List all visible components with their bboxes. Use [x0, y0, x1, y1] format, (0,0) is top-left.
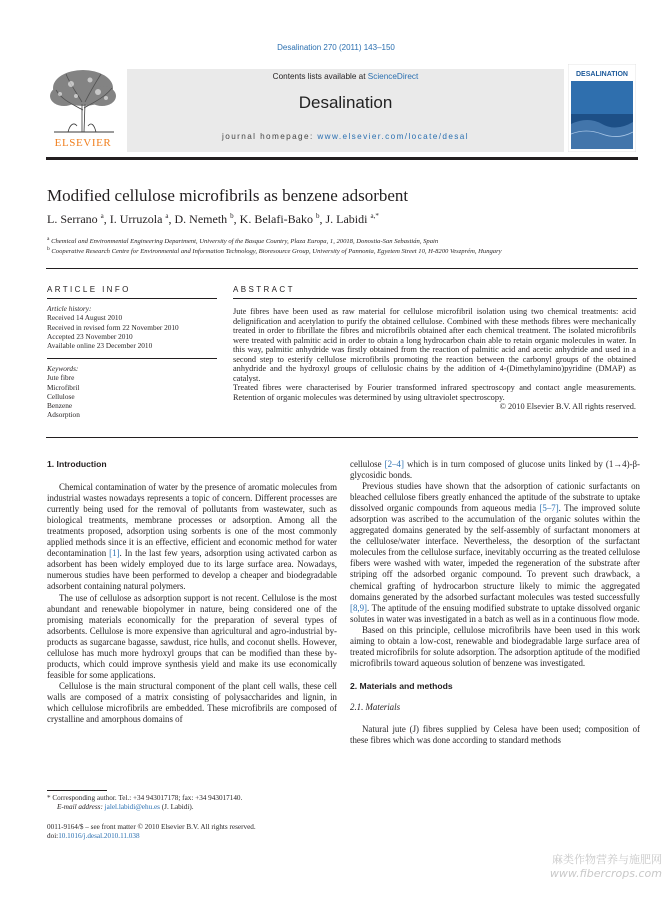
section-heading: 1. Introduction — [47, 459, 107, 469]
page-footer: 0011-9164/$ – see front matter © 2010 Elsevier B.V. All rights reserved. doi:10.1016/j.desal.2010.11.038 — [47, 823, 256, 841]
keyword: Cellulose — [47, 391, 75, 401]
paragraph: Cellulose is the main structural component of the plant cell walls, these cell walls are composed of a matrix consisting of polysaccharides and lignin, in which cellulose microfibrils are embedded. These microfibrils are composed of crystalline and amorphous domains of — [47, 680, 337, 725]
keyword: Microfibril — [47, 382, 80, 392]
journal-homepage: journal homepage: www.elsevier.com/locate/desal — [222, 132, 469, 141]
article-history: Article history: Received 14 August 2010 Received in revised form 22 November 2010 Accepted 23 November 2010 Available online 23 December 2010 — [47, 304, 179, 351]
journal-citation[interactable]: Desalination 270 (2011) 143–150 — [277, 43, 395, 52]
citation-link[interactable]: [1] — [109, 548, 120, 559]
email-link[interactable]: jalel.labidi@ehu.es — [104, 803, 160, 811]
right-column — [350, 459, 640, 746]
svg-text:ELSEVIER: ELSEVIER — [54, 137, 112, 149]
tree-logo-icon — [46, 66, 121, 152]
divider — [233, 298, 637, 299]
paragraph: The use of cellulose as adsorption support is not recent. Cellulose is the most abundant and renewable biopolymer in nature, being considered one of the promising materials economically for the preparation of several types of adsorbents. Cellulose is more expensive than agricultural and agro-industrial by-products as sugarcane bagasse, sawdust, rice hulls, and coconut shells. However, cellulose has much more hydroxyl groups that can be modified than these by-products, which could improve synthesis yield and make its use economically feasible for some applications. — [47, 592, 337, 680]
divider — [46, 268, 638, 269]
header-rule — [46, 157, 638, 160]
journal-title: Desalination — [298, 93, 393, 112]
left-column — [47, 459, 337, 725]
author-name[interactable]: I. Urruzola — [109, 212, 163, 226]
keyword: Adsorption — [47, 410, 80, 420]
paragraph: Previous studies have shown that the adsorption of cationic surfactants on bleached cellulose fibers greatly enhanced the aptitude of the substrate to uptake dissolved organic compounds from aqueous media [5–7]. The improved solute adsorption was ascribed to the accumulation of the organic solutes within the aggregated domains generated by the self-assembly of surfactant monomers at the cellulose/water interface. Nevertheless, the desorption of the surfactant molecules from the cellulose surface, inevitably occurring as the treated cellulose fibers were washed with water, impeded the regeneration of the substrate after striping off the adsorbed organic compound. To prevent such drawback, a chemical grafting of hydrocarbon structure likely to mimic the aggregated domains generated by the adsorbed surfactant molecules was tested successfully [8,9]. The aptitude of the ensuing modified substrate to uptake dissolved organic solutes in water was investigated in a batch as well as in a continuous flow mode. — [350, 481, 640, 624]
author-name[interactable]: J. Labidi — [325, 212, 368, 226]
citation-link[interactable]: [8,9] — [350, 602, 368, 613]
keyword: Jute fibre — [47, 373, 75, 383]
paragraph: cellulose [2–4] which is in turn composed of glucose units linked by (1→4)-β-glycosidic bonds. — [350, 459, 640, 481]
keywords: Keywords: Jute fibre Microfibril Cellulose Benzene Adsorption — [47, 364, 217, 420]
keyword: Benzene — [47, 401, 73, 411]
author-list: L. Serrano $^a$, I. Urruzola $^a$, D. Nemeth $^b$, K. Belafi-Bako $^b$, J. Labidi $^{a,*}$ — [47, 212, 379, 226]
author-name[interactable]: K. Belafi-Bako — [239, 212, 313, 226]
corresponding-author-footnote: * Corresponding author. Tel.: +34 943017178; fax: +34 943017140. E-mail address: jalel.labidi@ehu.es (J. Labidi). — [47, 794, 243, 811]
sciencedirect-link[interactable]: ScienceDirect — [367, 72, 419, 81]
divider — [47, 298, 217, 299]
svg-text:DESALINATION: DESALINATION — [576, 71, 628, 78]
footnote-rule — [47, 790, 107, 791]
citation-link[interactable]: [5–7] — [539, 503, 559, 514]
paragraph: Based on this principle, cellulose microfibrils have been used in this work aiming to obtain a low-cost, renewable and biodegradable large surface area of treated microfibrils for solute adsorption. The adsorption aptitude of the modified microfibrils toward aqueous solution of benzene was investigated. — [350, 624, 640, 668]
author-name[interactable]: D. Nemeth — [174, 212, 228, 226]
paragraph: Natural jute (J) fibres supplied by Celesa have been used; composition of these fibres which was done according to standard methods — [350, 723, 640, 746]
journal-banner — [127, 69, 564, 152]
divider — [46, 437, 638, 438]
subsection-heading: 2.1. Materials — [350, 701, 401, 712]
citation-link[interactable]: [2–4] — [384, 459, 404, 469]
elsevier-logo — [46, 66, 121, 152]
journal-cover-image — [568, 64, 636, 152]
site-watermark: 麻类作物营养与施肥网 www.fibercrops.com — [549, 853, 662, 880]
author-name[interactable]: L. Serrano — [47, 212, 98, 226]
paragraph: Chemical contamination of water by the presence of aromatic molecules from industrial wastes nowadays represents a topic of concern. Different processes are currently being used for the removal of pollutants from wastewater, such as biological treatments, membrane processes or adsorption. Among all the treatments proposed, adsorption using sorbents is one of the most commonly applied methods since it is an effective, efficient and economic method for water decontamination [1]. In the last few years, adsorption using activated carbon as adsorbent has been widely employed due to its large surface area. Nowadays, numerous studies have been performed to develop a cheaper and biodegradable adsorbent containing natural polymers. — [47, 482, 337, 592]
contents-line: Contents lists available at ScienceDirect — [272, 72, 419, 81]
affiliation-b: $^b$ Cooperative Research Centre for Environmental and Information Technology, Bioresource Group, University of Pannonia, Egyetem Street 10, H-8200 Veszprém, Hungary — [47, 246, 502, 256]
homepage-link[interactable]: www.elsevier.com/locate/desal — [317, 132, 469, 141]
article-info-heading: ARTICLE INFO — [47, 285, 131, 294]
divider — [47, 358, 217, 359]
article-title: Modified cellulose microfibrils as benzene adsorbent — [47, 186, 409, 205]
affiliation-a: $^a$ Chemical and Environmental Engineering Department, University of the Basque Country, Plaza Europa, 1, 20018, Donostia-San Sebastián, Spain — [47, 236, 439, 246]
section-heading: 2. Materials and methods — [350, 680, 453, 691]
doi-link[interactable]: 10.1016/j.desal.2010.11.038 — [58, 832, 140, 841]
abstract-body: Jute fibres have been used as raw material for cellulose microfibril isolation using two chemical treatments: acid delignification and acetylation to purify the obtained cellulose. Combined with these methods fibres were mechanically treated in order to fibrillate the fibres and microfibrils obtained after each chemical treatment. The isolated microfibrils were treated with palmitic acid in order to obtain a long hydrocarbon chain able to retain organic molecules in water. In this way, palmitic anhydride was firstly obtained from the reaction of palmitic acid and acetic anhydride and used in a second step to esterify cellulose microfibrils promoting the reaction between the carbonyl groups of the obtained anhydride and the hydroxyl groups of cellulosic chains by the addition of 4-(Dimethylamino)pyridine (DMAP) as catalyst. Treated fibres were characterised by Fourier transformed infrared spectroscopy and contact angle measurements. Retention of organic molecules was determined by using ultraviolet spectroscopy. © 2010 Elsevier B.V. All rights reserved. — [233, 307, 636, 412]
abstract-heading: ABSTRACT — [233, 285, 295, 294]
